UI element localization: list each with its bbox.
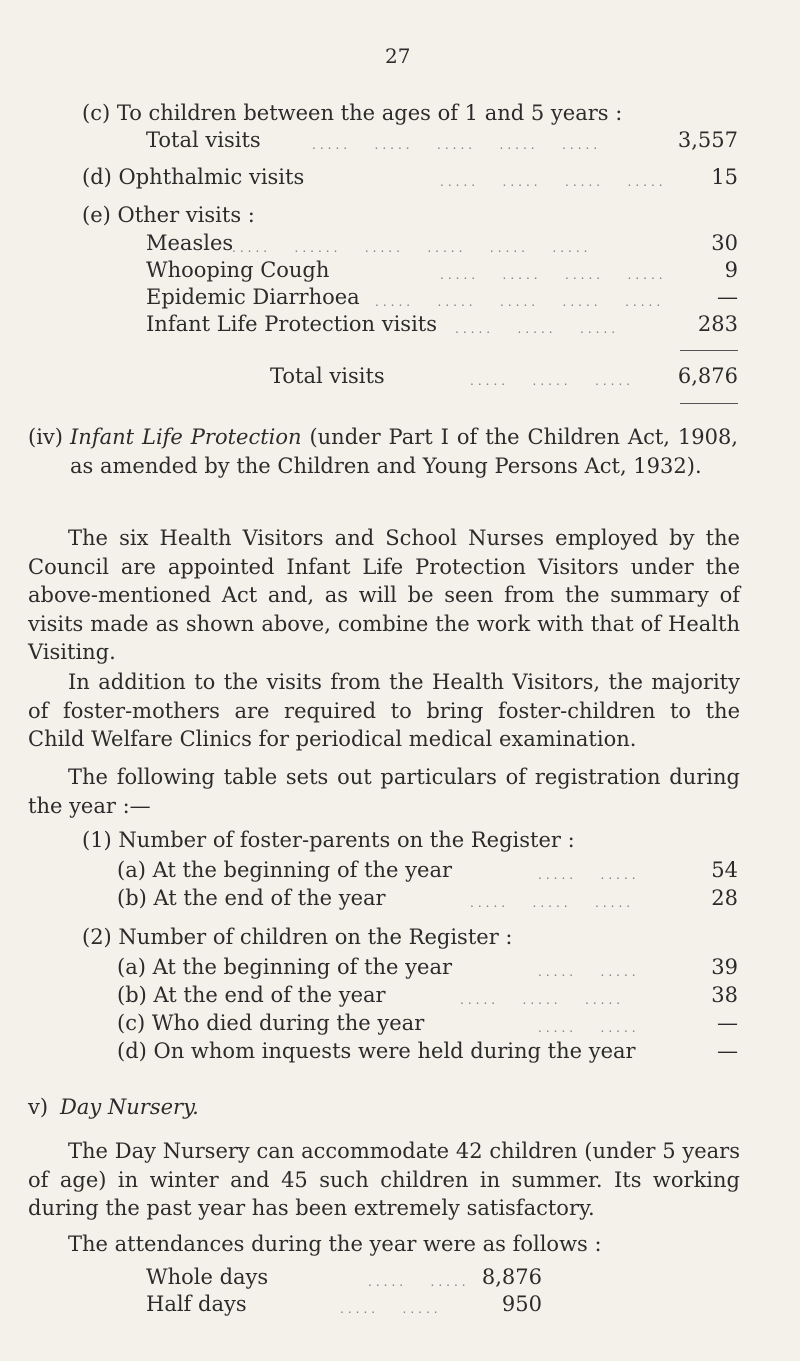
list-item-label: Whooping Cough — [146, 258, 330, 282]
section-c-label: (c) To children between the ages of 1 and 5 years : — [82, 101, 623, 125]
registration-group-label: (2) Number of children on the Register : — [82, 925, 513, 949]
list-item-label: (b) At the end of the year — [117, 983, 386, 1007]
list-item-value: — — [717, 1011, 738, 1035]
leader-dots: ..... ..... ..... ..... — [440, 268, 667, 282]
section-c-total-label: Total visits — [146, 128, 261, 152]
list-item-label: Measles — [146, 231, 234, 255]
section-v-title-text: Day Nursery. — [60, 1095, 199, 1119]
list-item-label: Whole days — [146, 1265, 269, 1289]
registration-group-label: (1) Number of foster-parents on the Register : — [82, 828, 575, 852]
paragraph: The following table sets out particulars of registration during the year :— — [28, 765, 740, 818]
leader-dots: ..... ...... ..... ..... ..... ..... — [232, 241, 592, 255]
leader-dots: ..... ..... ..... — [470, 374, 635, 388]
list-item-label: (a) At the beginning of the year — [117, 858, 453, 882]
leader-dots: ..... ..... ..... — [455, 322, 620, 336]
list-item-value: 8,876 — [481, 1265, 542, 1289]
list-item-label: Epidemic Diarrhoea — [146, 285, 360, 309]
section-v-title — [60, 1095, 199, 1119]
section-e-label: (e) Other visits : — [82, 203, 255, 227]
list-item-label: Half days — [146, 1292, 247, 1316]
divider — [680, 350, 738, 351]
page-number: 27 — [385, 44, 411, 68]
section-iv-title: Infant Life Protection — [70, 425, 302, 449]
leader-dots: ..... ..... ..... ..... ..... — [312, 138, 602, 152]
leader-dots: ..... ..... ..... — [460, 993, 625, 1007]
leader-dots: ..... ..... — [538, 965, 640, 979]
section-d-label: (d) Ophthalmic visits — [82, 165, 305, 189]
list-item-value: — — [717, 1039, 738, 1063]
leader-dots: ..... ..... — [538, 1021, 640, 1035]
list-item-label: (b) At the end of the year — [117, 886, 386, 910]
leader-dots: ..... ..... — [368, 1275, 470, 1289]
list-item-value: 28 — [711, 886, 738, 910]
section-iv-number: (iv) — [28, 425, 63, 449]
list-item-value: 30 — [711, 231, 738, 255]
list-item-value: 283 — [697, 312, 738, 336]
list-item-label: (d) On whom inquests were held during the year — [117, 1039, 636, 1063]
leader-dots: ..... ..... ..... — [470, 896, 635, 910]
section-c-total-value: 3,557 — [677, 128, 738, 152]
leader-dots: ..... ..... ..... ..... ..... — [375, 295, 665, 309]
list-item-value: 38 — [711, 983, 738, 1007]
list-item-value: 9 — [724, 258, 738, 282]
grand-total-label: Total visits — [270, 364, 385, 388]
leader-dots: ..... ..... — [538, 868, 640, 882]
list-item-label: Infant Life Protection visits — [146, 312, 438, 336]
paragraph: The six Health Visitors and School Nurses employed by the Council are appointed Infant Life Protection Visitors under the above-mentioned Act and, as will be seen from the summary of visits made as shown above, combine the work with that of Health Visiting. — [28, 526, 740, 664]
list-item-value: 54 — [711, 858, 738, 882]
grand-total-value: 6,876 — [677, 364, 738, 388]
section-d-value: 15 — [711, 165, 738, 189]
divider — [680, 403, 738, 404]
leader-dots: ..... ..... ..... ..... — [440, 175, 667, 189]
list-item-label: (c) Who died during the year — [117, 1011, 425, 1035]
list-item-value: 950 — [501, 1292, 542, 1316]
section-iv-heading — [70, 423, 738, 480]
section-v-number: v) — [28, 1095, 49, 1119]
leader-dots: ..... ..... — [340, 1302, 442, 1316]
list-item-label: (a) At the beginning of the year — [117, 955, 453, 979]
section-iv-heading-rest: (under Part I of the Children Act, 1908, as amended by the Children and Young Persons Act, 1932). — [70, 425, 738, 478]
paragraph: In addition to the visits from the Health Visitors, the majority of foster-mothers are required to bring foster-children to the Child Welfare Clinics for periodical medical examination. — [28, 670, 740, 751]
list-item-value: — — [717, 285, 738, 309]
paragraph: The attendances during the year were as follows : — [68, 1232, 602, 1256]
paragraph: The Day Nursery can accommodate 42 children (under 5 years of age) in winter and 45 such children in summer. Its working during the past year has been extremely satisfactory. — [28, 1139, 740, 1220]
list-item-value: 39 — [711, 955, 738, 979]
